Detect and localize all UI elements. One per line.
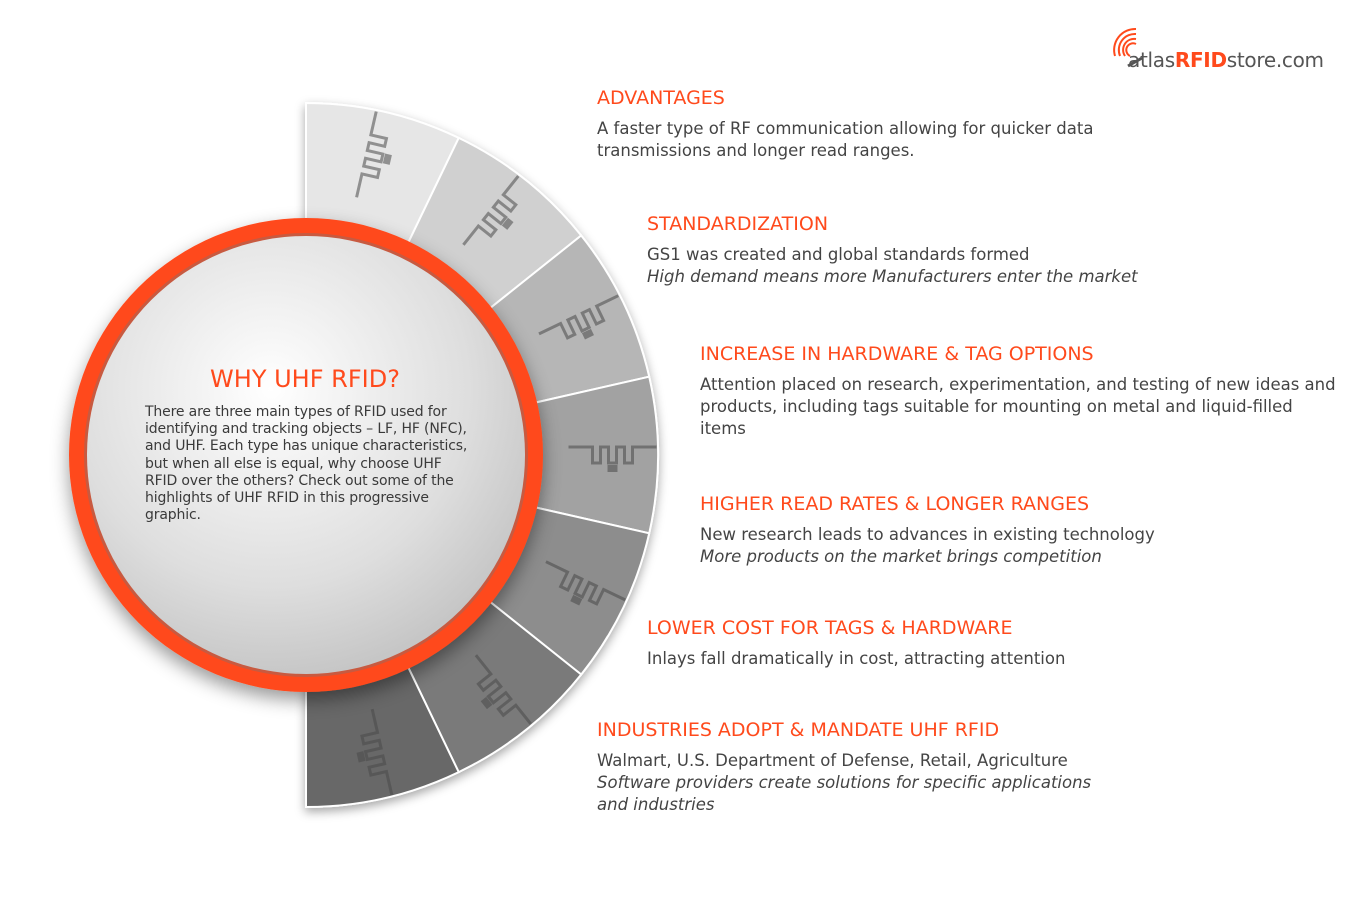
logo-text-brand: RFID bbox=[1174, 48, 1227, 72]
logo-text-suffix: store.com bbox=[1226, 48, 1324, 72]
item-description: New research leads to advances in existing technology bbox=[700, 525, 1155, 544]
item-note: High demand means more Manufacturers enter the market bbox=[647, 267, 1138, 286]
item-hardware-tag-options bbox=[700, 342, 1340, 440]
item-read-rates-ranges bbox=[700, 492, 1340, 568]
logo-text bbox=[1128, 48, 1324, 72]
item-title: INCREASE IN HARDWARE & TAG OPTIONS bbox=[700, 343, 1094, 365]
item-description: Inlays fall dramatically in cost, attracting attention bbox=[647, 649, 1066, 668]
item-title: INDUSTRIES ADOPT & MANDATE UHF RFID bbox=[597, 719, 1000, 741]
center-title: WHY UHF RFID? bbox=[210, 365, 400, 393]
logo-text-prefix: atlas bbox=[1128, 48, 1175, 72]
item-title: HIGHER READ RATES & LONGER RANGES bbox=[700, 493, 1090, 515]
item-description: GS1 was created and global standards formed bbox=[647, 245, 1030, 264]
item-description: Attention placed on research, experimentation, and testing of new ideas and products, including tags suitable for mounting on metal and liquid-filled items bbox=[700, 375, 1336, 438]
item-industries-adopt bbox=[597, 718, 1097, 816]
item-title: LOWER COST FOR TAGS & HARDWARE bbox=[647, 617, 1013, 639]
item-title: STANDARDIZATION bbox=[647, 213, 829, 235]
item-advantages bbox=[597, 86, 1197, 162]
brand-logo[interactable] bbox=[1112, 22, 1362, 72]
item-lower-cost bbox=[647, 616, 1287, 670]
item-note: More products on the market brings competition bbox=[700, 547, 1102, 566]
center-body: There are three main types of RFID used for identifying and tracking objects – LF, HF (NFC), and UHF. Each type has unique characteristics, but when all else is equal, why choose UHF RFID over the others? Check out some of the highlights of UHF RFID in this progressive graphic. bbox=[145, 404, 468, 524]
rfid-chip bbox=[608, 465, 618, 472]
item-description: A faster type of RF communication allowing for quicker data transmissions and longer read ranges. bbox=[597, 119, 1094, 160]
item-title: ADVANTAGES bbox=[597, 87, 725, 109]
item-description: Walmart, U.S. Department of Defense, Retail, Agriculture bbox=[597, 751, 1068, 770]
item-standardization bbox=[647, 212, 1287, 288]
item-note: Software providers create solutions for specific applications and industries bbox=[597, 773, 1092, 814]
